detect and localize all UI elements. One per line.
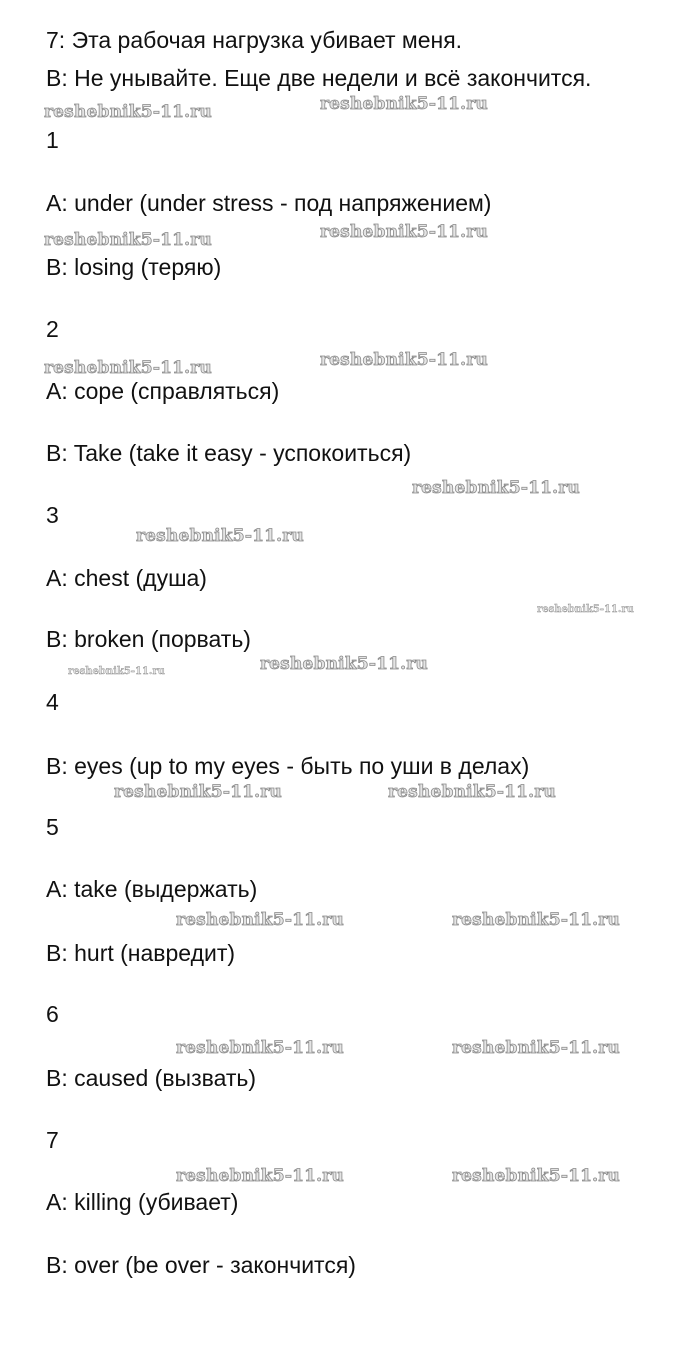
watermark: reshebnik5-11.ru [260,654,428,674]
answer-line: A: under (under stress - под напряжением) [46,190,492,216]
answer-line: B: over (be over - закончится) [46,1252,356,1278]
watermark: reshebnik5-11.ru [452,1038,620,1058]
section-number: 6 [46,1001,59,1027]
section-number: 2 [46,316,59,342]
watermark: reshebnik5-11.ru [68,666,165,677]
watermark: reshebnik5-11.ru [320,350,488,370]
watermark: reshebnik5-11.ru [537,604,634,615]
answer-line: B: broken (порвать) [46,626,251,652]
answer-line: B: Take (take it easy - успокоиться) [46,440,412,466]
watermark: reshebnik5-11.ru [320,222,488,242]
answer-line: B: hurt (навредит) [46,940,236,966]
watermark: reshebnik5-11.ru [44,102,212,122]
watermark: reshebnik5-11.ru [136,526,304,546]
section-number: 3 [46,502,59,528]
answer-line: A: take (выдержать) [46,876,258,902]
watermark: reshebnik5-11.ru [44,230,212,250]
section-number: 4 [46,689,59,715]
watermark: reshebnik5-11.ru [452,910,620,930]
watermark: reshebnik5-11.ru [114,782,282,802]
answer-line: A: killing (убивает) [46,1189,239,1215]
watermark: reshebnik5-11.ru [452,1166,620,1186]
watermark: reshebnik5-11.ru [44,358,212,378]
watermark: reshebnik5-11.ru [320,94,488,114]
answer-line: A: cope (справляться) [46,378,280,404]
text-line: B: Не унывайте. Еще две недели и всё закончится. [46,65,592,91]
section-number: 7 [46,1127,59,1153]
answer-line: B: eyes (up to my eyes - быть по уши в делах) [46,753,530,779]
section-number: 1 [46,127,59,153]
watermark: reshebnik5-11.ru [176,910,344,930]
section-number: 5 [46,814,59,840]
watermark: reshebnik5-11.ru [412,478,580,498]
watermark: reshebnik5-11.ru [176,1038,344,1058]
answer-line: B: caused (вызвать) [46,1065,257,1091]
answer-line: B: losing (теряю) [46,254,222,280]
watermark: reshebnik5-11.ru [176,1166,344,1186]
watermark: reshebnik5-11.ru [388,782,556,802]
text-line: 7: Эта рабочая нагрузка убивает меня. [46,27,463,53]
answer-line: A: chest (душа) [46,565,207,591]
